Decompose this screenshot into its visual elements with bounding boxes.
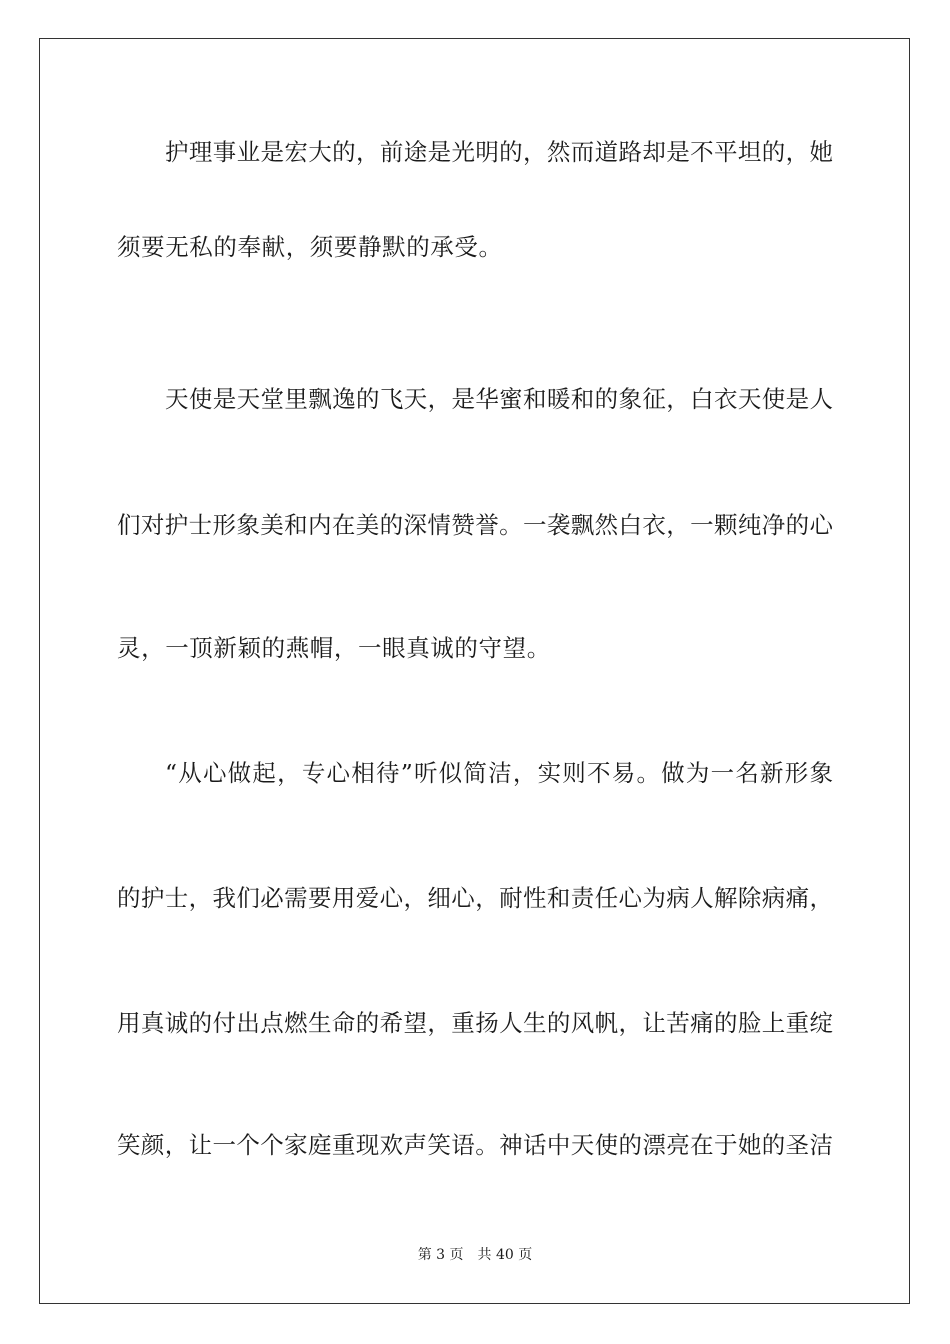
text-line: 的护士，我们必需要用爱心，细心，耐性和责任心为病人解除病痛，	[117, 884, 833, 912]
text-line: “从心做起，专心相待”听似简洁，实则不易。做为一名新形象	[165, 759, 833, 787]
page-number-footer: 第 3 页 共 40 页	[417, 1247, 533, 1263]
text-line: 须要无私的奉献，须要静默的承受。	[117, 233, 503, 261]
text-line: 护理事业是宏大的，前途是光明的，然而道路却是不平坦的，她	[165, 138, 833, 166]
text-line: 用真诚的付出点燃生命的希望，重扬人生的风帆，让苦痛的脸上重绽	[117, 1009, 833, 1037]
text-line: 灵，一顶新颖的燕帽，一眼真诚的守望。	[117, 634, 551, 662]
text-line: 天使是天堂里飘逸的飞天，是华蜜和暖和的象征，白衣天使是人	[165, 385, 833, 413]
text-line: 们对护士形象美和内在美的深情赞誉。一袭飘然白衣，一颗纯净的心	[117, 511, 833, 539]
page-border	[39, 38, 910, 1304]
text-line: 笑颜，让一个个家庭重现欢声笑语。神话中天使的漂亮在于她的圣洁	[117, 1131, 833, 1159]
